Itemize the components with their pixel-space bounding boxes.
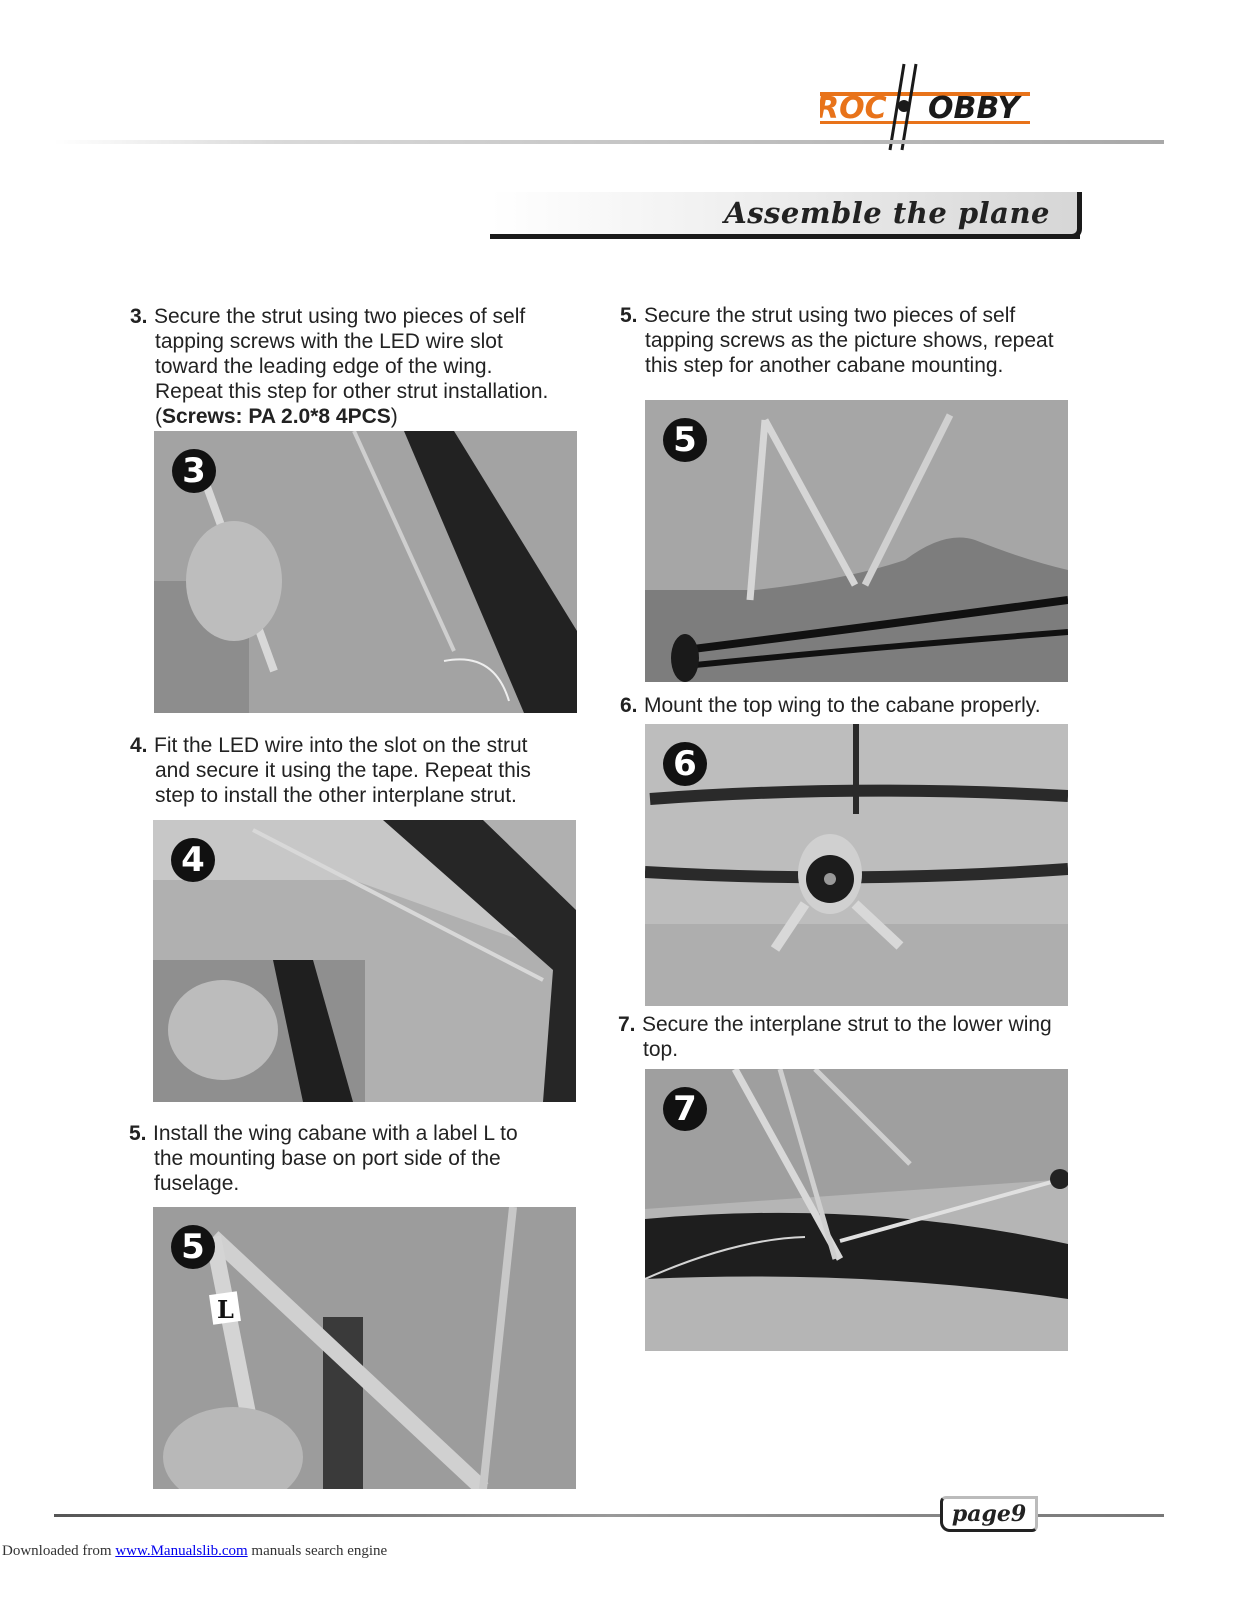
step-line: fuselage.	[154, 1172, 240, 1195]
label-tag-l: L	[217, 1295, 234, 1324]
step-badge-3: 3	[172, 449, 216, 493]
step-badge-7: 7	[663, 1087, 707, 1131]
step-line: Repeat this step for other strut installation.	[155, 380, 549, 403]
step-badge-5-install: 5	[171, 1225, 215, 1269]
step-line: tapping screws with the LED wire slot	[155, 330, 503, 353]
manualslib-link[interactable]: www.Manualslib.com	[115, 1543, 248, 1559]
section-banner	[490, 192, 1090, 242]
step-line: step to install the other interplane strut.	[155, 784, 517, 807]
step-line: tapping screws as the picture shows, repeat	[645, 329, 1054, 352]
section-title: Assemble the plane	[724, 196, 1050, 230]
step-6-text	[620, 693, 1130, 718]
step-line: Secure the strut using two pieces of self	[154, 305, 526, 328]
step-number: 5.	[620, 304, 638, 327]
step-number: 7.	[618, 1013, 636, 1036]
logo-text-right: OBBY	[928, 91, 1020, 126]
page-number-tab	[940, 1496, 1038, 1532]
step-5-secure-text	[620, 303, 1130, 378]
screws-spec-bold: Screws: PA 2.0*8 4PCS	[162, 405, 391, 428]
photo-step-5-install	[153, 1207, 576, 1489]
step-line: the mounting base on port side of the	[154, 1147, 501, 1170]
step-number: 3.	[130, 305, 148, 328]
header-rule	[54, 140, 1164, 144]
step-5-install-text	[129, 1121, 629, 1196]
photo-step-5-secure	[645, 400, 1068, 682]
download-prefix: Downloaded from	[2, 1543, 112, 1559]
step-badge-4: 4	[171, 838, 215, 882]
step-line: Secure the strut using two pieces of self	[644, 304, 1016, 327]
step-line: Mount the top wing to the cabane properly.	[644, 694, 1041, 717]
photo-step-4	[153, 820, 576, 1102]
download-suffix: manuals search engine	[247, 1543, 388, 1559]
step-line: and secure it using the tape. Repeat this	[155, 759, 531, 782]
step-badge-5-secure: 5	[663, 418, 707, 462]
photo-step-7	[645, 1069, 1068, 1351]
step-number: 4.	[130, 734, 148, 757]
step-line: Install the wing cabane with a label L to	[153, 1122, 518, 1145]
logo-text-left: ROC	[820, 91, 887, 126]
step-line: Secure the interplane strut to the lower wing	[642, 1013, 1052, 1036]
step-number: 5.	[129, 1122, 147, 1145]
step-badge-6: 6	[663, 742, 707, 786]
photo-step-6	[645, 724, 1068, 1006]
step-line: toward the leading edge of the wing.	[155, 355, 493, 378]
step-3-text	[130, 304, 630, 429]
brand-logo	[820, 62, 1060, 152]
step-line: top.	[643, 1038, 679, 1061]
download-attribution	[2, 1543, 387, 1560]
step-4-text	[130, 733, 630, 808]
step-7-text	[618, 1012, 1128, 1062]
step-number: 6.	[620, 694, 638, 717]
page-number: page9	[951, 1501, 1027, 1527]
step-line: this step for another cabane mounting.	[645, 354, 1004, 377]
photo-step-3	[154, 431, 577, 713]
screws-spec: (Screws: PA 2.0*8 4PCS)	[155, 405, 398, 428]
step-line: Fit the LED wire into the slot on the strut	[154, 734, 528, 757]
